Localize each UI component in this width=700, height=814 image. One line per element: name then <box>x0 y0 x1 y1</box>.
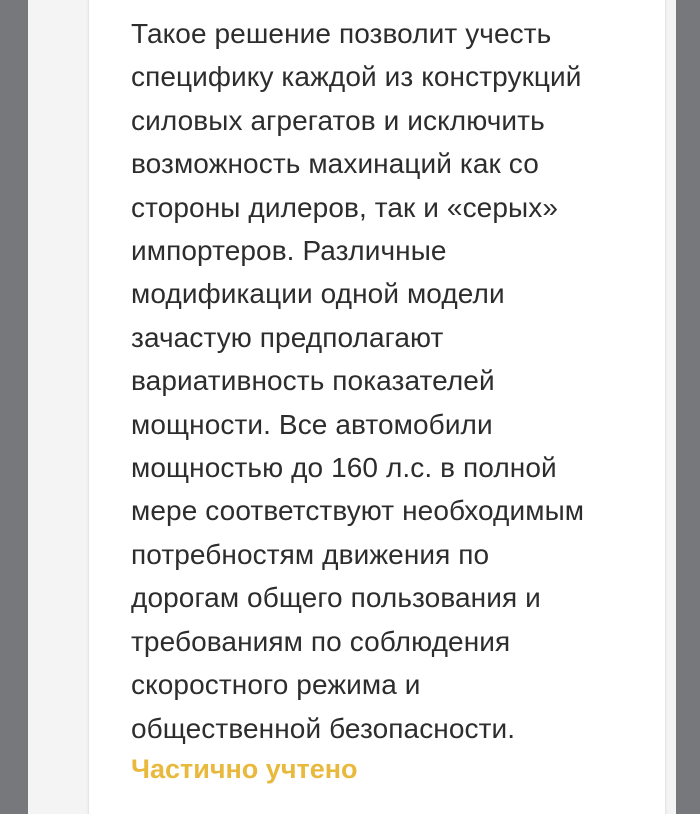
status-label: Частично учтено <box>131 754 358 784</box>
text-line: зачастую предполагают <box>131 321 444 353</box>
text-line: возможность махинаций как со <box>131 148 539 180</box>
text-line: требованиям по соблюдения <box>131 625 511 657</box>
text-line: мере соответствуют необходимым <box>131 495 585 527</box>
text-line: вариативность показателей <box>131 365 495 397</box>
proposal-text <box>131 12 631 750</box>
text-line: силовых агрегатов и исключить <box>131 104 545 136</box>
text-line: потребностям движения по <box>131 538 490 570</box>
text-line: общественной безопасности. <box>131 712 516 744</box>
text-line: стороны дилеров, так и «серых» <box>131 191 559 223</box>
text-line: скоростного режима и <box>131 669 421 701</box>
text-line: мощности. Все автомобили <box>131 408 493 440</box>
text-line: мощностью до 160 л.с. в полной <box>131 452 557 484</box>
text-line: Такое решение позволит учесть <box>131 18 552 49</box>
text-line: специфику каждой из конструкций <box>131 61 582 93</box>
text-line: дорогам общего пользования и <box>131 582 541 614</box>
text-line: модификации одной модели <box>131 278 505 310</box>
text-line: импортеров. Различные <box>131 235 447 267</box>
left-gutter <box>0 0 28 814</box>
right-gutter <box>676 0 700 814</box>
